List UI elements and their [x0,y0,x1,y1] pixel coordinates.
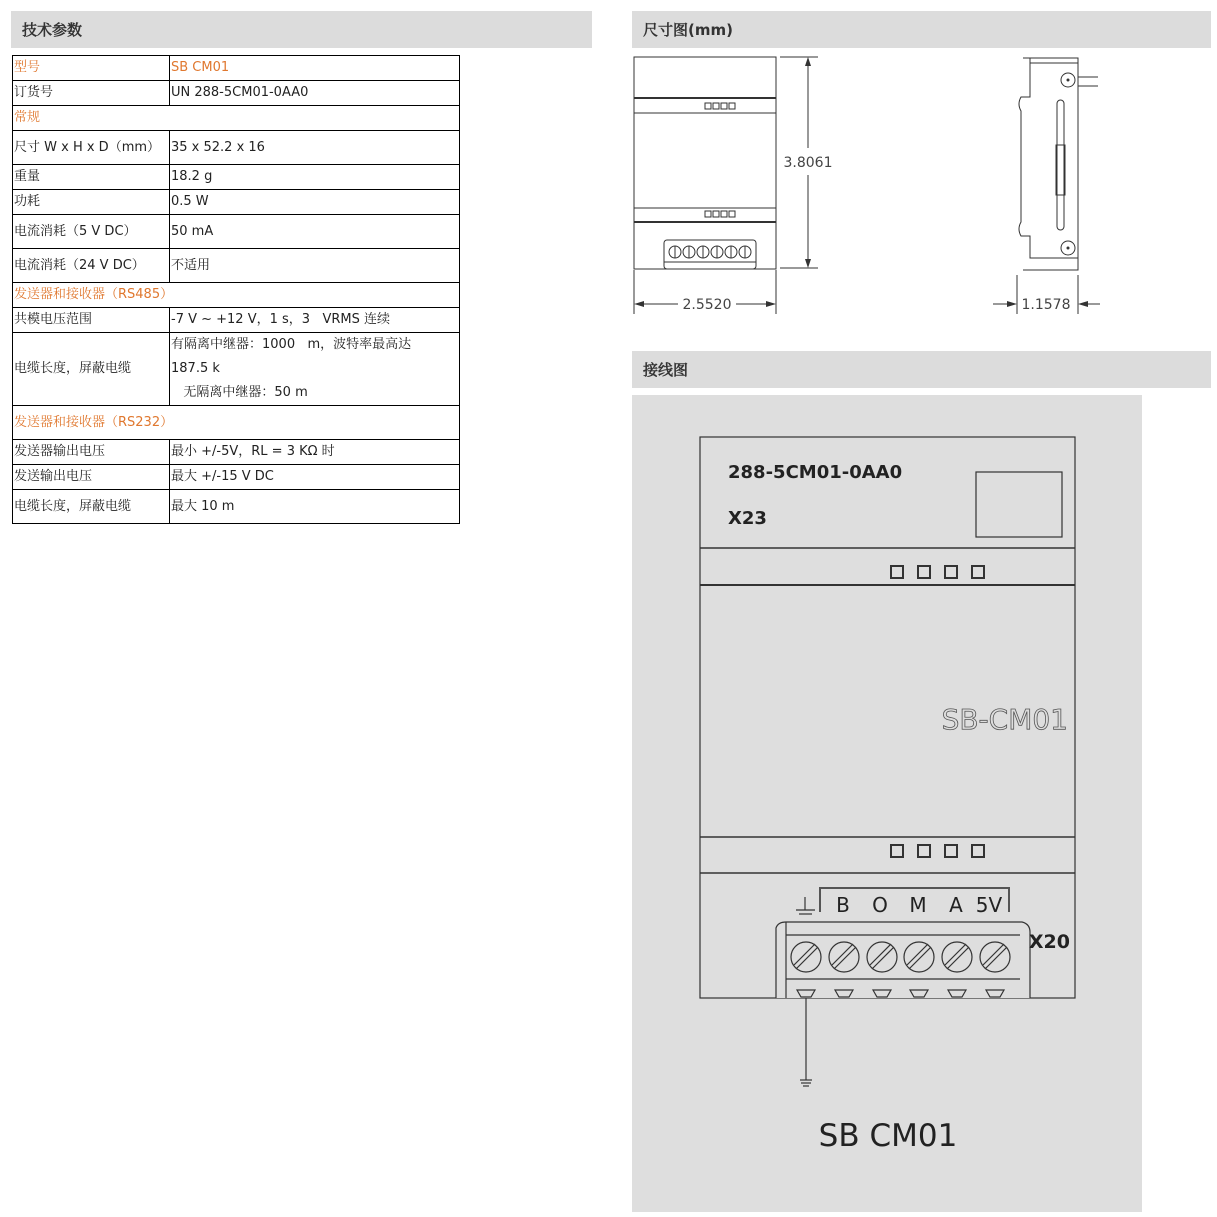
value-line: 无隔离中继器：50 m [171,385,308,400]
table-row [13,56,460,81]
terminal-labels [836,893,1002,917]
table-row [13,333,460,406]
led-indicators-bottom [705,211,735,217]
group-row [13,106,460,131]
led-indicators-top [705,103,735,109]
table-row [13,81,460,106]
row-value: 不适用 [170,249,460,283]
terminal-label-a: A [949,893,963,917]
table-row [13,440,460,465]
spec-section-header [11,11,592,48]
row-key: 共模电压范围 [13,308,170,333]
wiring-diagram [632,395,1142,1212]
row-value: 50 mA [170,215,460,249]
order-number-label: 288-5CM01-0AA0 [728,462,903,483]
module-label: SB-CM01 [941,703,1068,736]
row-value: 最大 10 m [170,490,460,524]
spec-table [12,55,460,524]
row-key: 功耗 [13,190,170,215]
row-key: 发送输出电压 [13,465,170,490]
row-value: UN 288-5CM01-0AA0 [170,81,460,106]
dimension-drawing [632,50,1212,320]
row-value: SB CM01 [170,56,460,81]
row-key: 重量 [13,165,170,190]
ground-icon [796,897,815,914]
row-value: -7 V ~ +12 V，1 s，3 VRMS 连续 [170,308,460,333]
group-heading: 常规 [13,106,460,131]
row-key: 电缆长度，屏蔽电缆 [13,490,170,524]
terminal-label-o: O [872,893,888,917]
group-row [13,406,460,440]
table-row [13,131,460,165]
row-value: 最小 +/-5V，RL = 3 KΩ 时 [170,440,460,465]
width-dimension-label: 2.5520 [682,297,732,313]
wiring-section-title: 接线图 [643,361,689,379]
terminal-label-5v: 5V [975,893,1003,917]
row-key: 尺寸 W x H x D（mm） [13,131,170,165]
table-row [13,190,460,215]
row-value [170,333,460,406]
row-value: 35 x 52.2 x 16 [170,131,460,165]
table-row [13,249,460,283]
row-value: 最大 +/-15 V DC [170,465,460,490]
group-row [13,283,460,308]
table-row [13,215,460,249]
terminal-label-m: M [909,893,927,917]
connector-x20-label: X20 [1028,931,1070,953]
value-line: 187.5 k [171,361,220,376]
table-row [13,308,460,333]
diagram-caption: SB CM01 [818,1118,958,1154]
dimension-section-header [632,11,1211,48]
row-value: 18.2 g [170,165,460,190]
group-heading: 发送器和接收器（RS232） [13,406,460,440]
connector-x23-label: X23 [728,508,767,529]
height-dimension-label: 3.8061 [783,155,833,171]
row-value: 0.5 W [170,190,460,215]
terminal-label-b: B [836,893,850,917]
value-line: 有隔离中继器：1000 m，波特率最高达 [171,337,412,352]
led-indicators-top [891,566,984,578]
row-key: 订货号 [13,81,170,106]
row-key: 电流消耗（5 V DC） [13,215,170,249]
table-row [13,165,460,190]
spec-section-title: 技术参数 [22,21,83,39]
group-heading: 发送器和接收器（RS485） [13,283,460,308]
dimension-section-title: 尺寸图(mm) [643,21,733,39]
depth-dimension-label: 1.1578 [1021,297,1071,313]
led-indicators-bottom [891,845,984,857]
row-key: 电缆长度，屏蔽电缆 [13,333,170,406]
row-key: 发送器输出电压 [13,440,170,465]
wiring-section-header [632,351,1211,388]
table-row [13,465,460,490]
ground-icon [800,1080,812,1086]
row-key: 型号 [13,56,170,81]
table-row [13,490,460,524]
row-key: 电流消耗（24 V DC） [13,249,170,283]
